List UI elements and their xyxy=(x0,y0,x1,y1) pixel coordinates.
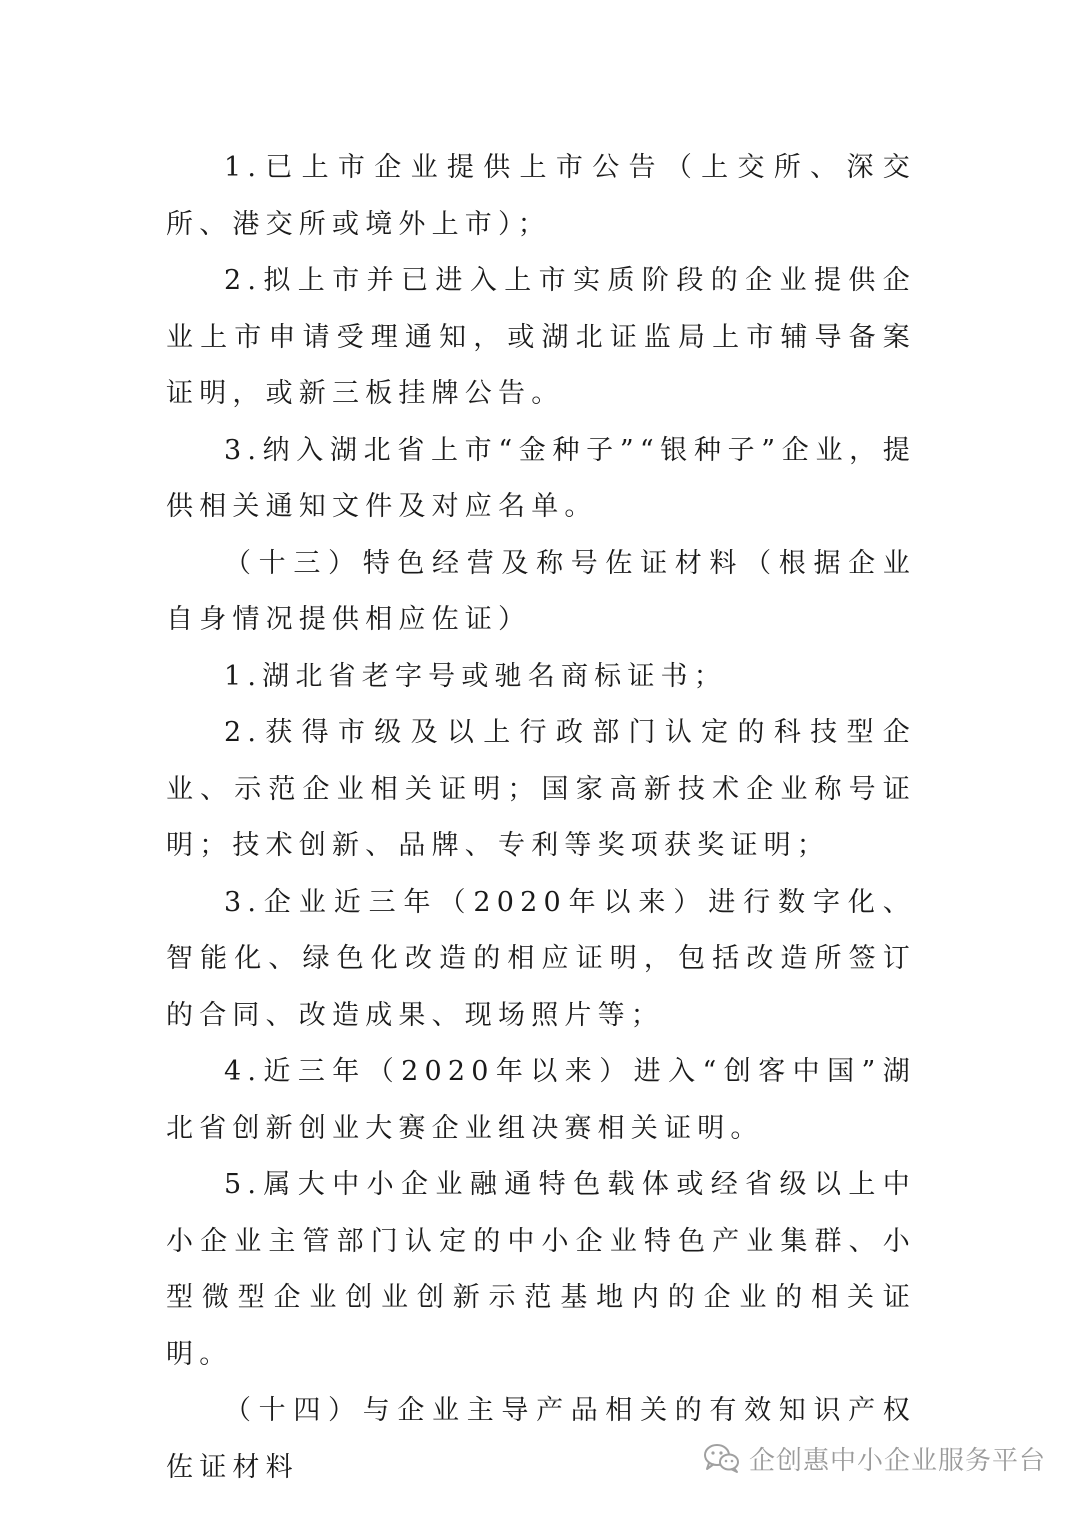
paragraph-sme-cluster: 5.属大中小企业融通特色载体或经省级以上中小企业主管部门认定的中小企业特色产业集群、小型微型企业创业创新示范基地内的企业的相关证明。 xyxy=(166,1169,916,1370)
watermark xyxy=(703,1436,1046,1480)
paragraph-maker-china: 4.近三年（2020年以来）进入“创客中国”湖北省创新创业大赛企业组决赛相关证明。 xyxy=(166,1056,916,1144)
section-heading-13: （十三）特色经营及称号佐证材料（根据企业自身情况提供相应佐证） xyxy=(166,547,916,635)
document-body xyxy=(166,140,916,1496)
watermark-text: 企创惠中小企业服务平台 xyxy=(748,1445,1046,1476)
paragraph-listed-company: 1.已上市企业提供上市公告（上交所、深交所、港交所或境外上市）； xyxy=(166,152,916,240)
paragraph-digital-transformation: 3.企业近三年（2020年以来）进行数字化、智能化、绿色化改造的相应证明，包括改造所签订的合同、改造成果、现场照片等； xyxy=(166,886,916,1031)
paragraph-time-honored-brand: 1.湖北省老字号或驰名商标证书； xyxy=(224,660,727,692)
paragraph-seed-enterprise: 3.纳入湖北省上市“金种子”“银种子”企业，提供相关通知文件及对应名单。 xyxy=(166,434,916,522)
paragraph-pre-listing: 2.拟上市并已进入上市实质阶段的企业提供企业上市申请受理通知，或湖北证监局上市辅导备案证明，或新三板挂牌公告。 xyxy=(166,265,916,409)
paragraph-tech-enterprise: 2.获得市级及以上行政部门认定的科技型企业、示范企业相关证明；国家高新技术企业称号证明；技术创新、品牌、专利等奖项获奖证明； xyxy=(166,717,916,861)
wechat-icon xyxy=(703,1442,741,1474)
section-heading-14: （十四）与企业主导产品相关的有效知识产权佐证材料 xyxy=(166,1395,916,1483)
